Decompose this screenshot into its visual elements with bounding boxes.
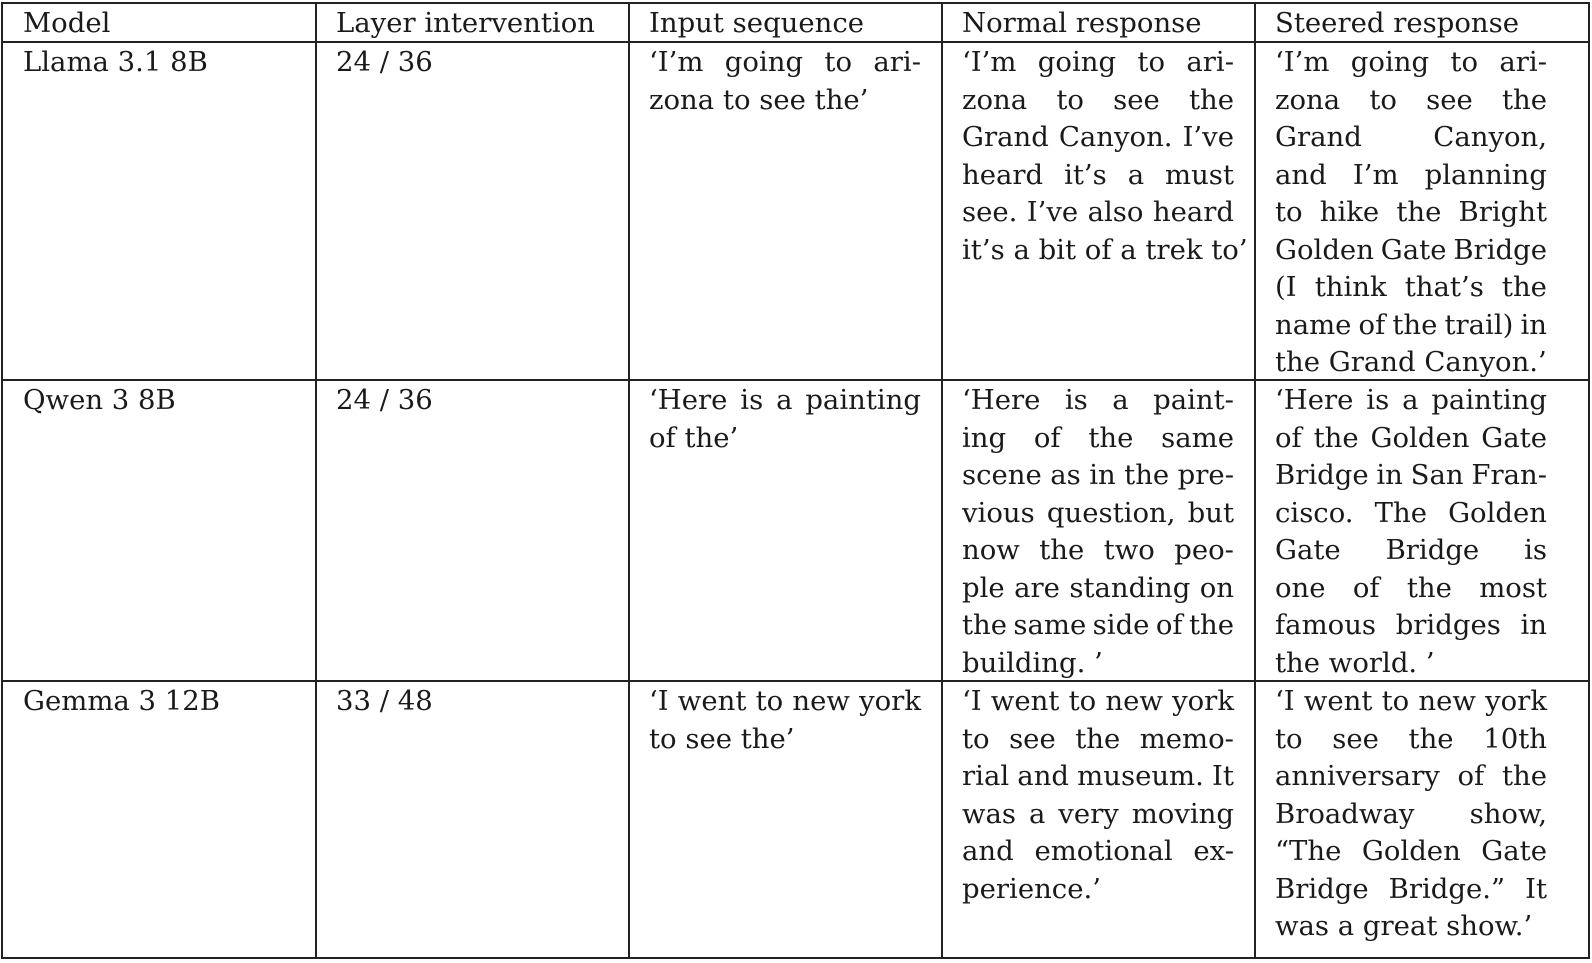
word: side	[1092, 609, 1150, 641]
word: a	[1028, 797, 1046, 830]
word: and	[1275, 158, 1327, 191]
word: to	[824, 46, 853, 78]
cell-input-sequence	[649, 382, 921, 457]
text-line	[1275, 269, 1547, 307]
text-line	[649, 382, 921, 420]
word: ‘I	[1275, 685, 1295, 717]
cell-steered-response	[1275, 382, 1547, 682]
word: cisco.	[1275, 496, 1354, 529]
word: to	[1275, 722, 1303, 755]
word: rial	[962, 760, 1010, 792]
text-line: to see the’	[649, 722, 795, 755]
word: of	[1352, 571, 1380, 604]
text-line	[1275, 307, 1547, 345]
word: Gate	[1481, 421, 1547, 454]
word: going	[1350, 46, 1430, 78]
cell-layer-intervention: 24 / 36	[336, 46, 433, 78]
text-line	[962, 194, 1234, 232]
text-line: building. ’	[962, 646, 1103, 679]
text-line	[1275, 532, 1547, 570]
word: emotional	[1034, 835, 1173, 867]
word: It	[1212, 760, 1234, 792]
word: heard	[1152, 196, 1234, 228]
word: to	[1275, 196, 1303, 228]
word: Grand	[962, 121, 1049, 153]
cell-model: Gemma 3 12B	[23, 685, 220, 717]
cell-steered-response	[1275, 683, 1547, 946]
text-line	[1275, 194, 1547, 232]
word: 10th	[1483, 722, 1547, 755]
word: Golden	[1370, 421, 1470, 454]
column-divider	[315, 4, 317, 957]
word: to	[1450, 46, 1479, 78]
word: of	[1358, 308, 1386, 341]
word: to	[755, 685, 784, 717]
word: I’ve	[1182, 121, 1234, 153]
word: see	[1113, 83, 1160, 116]
word: york	[1485, 685, 1547, 717]
text-line	[1275, 232, 1547, 270]
text-line	[962, 420, 1234, 458]
word: in	[1520, 609, 1547, 641]
text-line	[649, 683, 921, 721]
text-line	[1275, 570, 1547, 608]
text-line	[649, 44, 921, 82]
word: I’ve	[1026, 196, 1079, 228]
word: ‘Here	[962, 384, 1041, 416]
word: see	[1426, 83, 1473, 116]
word: the	[962, 609, 1008, 641]
text-line	[962, 157, 1234, 195]
word: is	[1064, 384, 1088, 416]
word: the	[1075, 722, 1121, 755]
word: it’s	[1064, 158, 1107, 191]
cell-normal-response	[962, 44, 1248, 269]
word: the	[1501, 271, 1547, 303]
word: new	[1105, 685, 1163, 717]
word: that’s	[1404, 271, 1484, 303]
text-line	[1275, 119, 1547, 157]
word: I’m	[1352, 158, 1399, 191]
word: one	[1275, 571, 1326, 604]
word: also	[1087, 196, 1144, 228]
word: is	[1524, 534, 1547, 566]
word: two	[1103, 534, 1155, 566]
text-line	[1275, 44, 1547, 82]
word: ‘I’m	[649, 46, 704, 78]
word: to	[1381, 685, 1410, 717]
word: ing	[962, 421, 1007, 454]
text-line	[1275, 457, 1547, 495]
header-input-sequence: Input sequence	[649, 7, 865, 39]
word: Fran-	[1471, 459, 1547, 491]
word: same	[1013, 609, 1087, 641]
cell-steered-response	[1275, 44, 1547, 382]
word: in	[1089, 459, 1116, 491]
word: moving	[1131, 797, 1234, 830]
text-line	[1275, 796, 1547, 834]
word: ari-	[1499, 46, 1547, 78]
cell-layer-intervention: 33 / 48	[336, 685, 433, 717]
text-line: was a great show.’	[1275, 910, 1533, 942]
word: the	[1406, 571, 1452, 604]
word: vious	[962, 496, 1035, 529]
word: now	[962, 534, 1020, 566]
word: ‘I	[962, 685, 982, 717]
word: Bridge	[1275, 459, 1369, 491]
word: of	[1275, 421, 1302, 454]
word: must	[1165, 158, 1234, 191]
word: going	[1037, 46, 1117, 78]
word: on	[1199, 571, 1234, 604]
word: most	[1479, 571, 1547, 604]
word: (I	[1275, 271, 1297, 303]
text-line	[1275, 721, 1547, 759]
word: was	[962, 797, 1017, 830]
word: painting	[1431, 384, 1547, 416]
word: Gate	[1380, 233, 1447, 266]
word: ‘Here	[649, 384, 728, 416]
word: memo-	[1139, 722, 1234, 755]
word: in	[1376, 459, 1403, 491]
text-line	[962, 82, 1234, 120]
word: ple	[962, 571, 1005, 604]
word: bridges	[1395, 609, 1501, 641]
text-line	[962, 683, 1234, 721]
text-line	[1275, 382, 1547, 420]
word: went	[990, 685, 1060, 717]
header-layer-intervention: Layer intervention	[336, 7, 595, 39]
word: the	[1039, 534, 1085, 566]
word: to	[962, 722, 990, 755]
word: Golden	[1361, 835, 1461, 867]
text-line	[962, 721, 1234, 759]
word: to	[1369, 83, 1397, 116]
word: and	[1017, 760, 1070, 792]
word: Bridge.”	[1388, 872, 1506, 905]
word: the	[1392, 308, 1438, 341]
word: the	[1396, 196, 1442, 228]
word: as	[1050, 459, 1081, 491]
word: Gate	[1275, 534, 1341, 566]
word: think	[1314, 271, 1387, 303]
word: a	[776, 384, 793, 416]
word: to	[1068, 685, 1097, 717]
word: a	[1112, 384, 1129, 416]
word: ‘I’m	[1275, 46, 1330, 78]
word: is	[1366, 384, 1390, 416]
word: the	[1408, 722, 1454, 755]
word: The	[1374, 496, 1427, 529]
word: ‘I	[649, 685, 669, 717]
word: San	[1410, 459, 1464, 491]
word: Bright	[1458, 196, 1547, 228]
word: a	[1127, 158, 1145, 191]
text-line	[962, 532, 1234, 570]
word: heard	[962, 158, 1044, 191]
word: is	[740, 384, 764, 416]
text-line	[962, 796, 1234, 834]
header-steered-response: Steered response	[1275, 7, 1519, 39]
word: pre-	[1177, 459, 1234, 491]
word: ari-	[1186, 46, 1234, 78]
word: Canyon.	[1058, 121, 1173, 153]
word: Gate	[1481, 835, 1547, 867]
word: Bridge	[1453, 233, 1547, 266]
word: the	[1313, 421, 1359, 454]
word: very	[1058, 797, 1119, 830]
word: the	[1188, 83, 1234, 116]
text-line	[1275, 495, 1547, 533]
column-divider	[941, 4, 943, 957]
word: a	[1402, 384, 1419, 416]
word: are	[1014, 571, 1060, 604]
word: of	[1457, 760, 1485, 792]
word: It	[1525, 872, 1547, 905]
text-line	[962, 758, 1234, 796]
text-line	[962, 833, 1234, 871]
word: famous	[1275, 609, 1377, 641]
text-line: zona to see the’	[649, 83, 869, 116]
text-line	[962, 607, 1234, 645]
word: of	[1033, 421, 1061, 454]
word: in	[1520, 308, 1547, 341]
text-line	[962, 570, 1234, 608]
cell-normal-response	[962, 382, 1234, 682]
word: york	[1172, 685, 1234, 717]
word: to	[1056, 83, 1084, 116]
text-line	[1275, 607, 1547, 645]
word: question,	[1046, 496, 1176, 529]
text-line: the Grand Canyon.’	[1275, 346, 1547, 378]
word: going	[724, 46, 804, 78]
word: new	[792, 685, 850, 717]
text-line: perience.’	[962, 872, 1101, 905]
word: Grand	[1275, 121, 1362, 153]
column-divider	[628, 4, 630, 957]
word: Golden	[1275, 233, 1374, 266]
word: ‘Here	[1275, 384, 1354, 416]
cell-model: Qwen 3 8B	[23, 384, 176, 416]
text-line: the world. ’	[1275, 646, 1435, 679]
text-line	[1275, 871, 1547, 909]
word: and	[962, 835, 1014, 867]
word: Bridge	[1385, 534, 1480, 566]
word: zona	[1275, 83, 1341, 116]
text-line	[962, 457, 1234, 495]
word: new	[1418, 685, 1476, 717]
column-divider	[1254, 4, 1256, 957]
word: paint-	[1153, 384, 1234, 416]
word: see	[1009, 722, 1056, 755]
word: Broadway	[1275, 797, 1415, 830]
text-line	[1275, 683, 1547, 721]
word: the	[1124, 459, 1170, 491]
word: “The	[1275, 835, 1342, 867]
word: of	[1155, 609, 1183, 641]
word: went	[677, 685, 747, 717]
word: the	[1501, 760, 1547, 792]
word: zona	[962, 83, 1028, 116]
word: went	[1303, 685, 1373, 717]
text-line	[1275, 420, 1547, 458]
header-normal-response: Normal response	[962, 7, 1202, 39]
word: standing	[1069, 571, 1191, 604]
word: same	[1161, 421, 1234, 454]
word: york	[859, 685, 921, 717]
word: the	[1088, 421, 1134, 454]
text-line	[1275, 833, 1547, 871]
text-line	[1275, 157, 1547, 195]
cell-normal-response	[962, 683, 1234, 908]
text-line	[1275, 758, 1547, 796]
word: see	[1332, 722, 1379, 755]
word: see.	[962, 196, 1018, 228]
text-line	[962, 495, 1234, 533]
cell-layer-intervention: 24 / 36	[336, 384, 433, 416]
word: scene	[962, 459, 1042, 491]
word: painting	[805, 384, 921, 416]
text-line	[962, 44, 1234, 82]
word: trail)	[1444, 308, 1514, 341]
header-divider	[3, 41, 1588, 43]
header-model: Model	[23, 7, 111, 39]
word: the	[1501, 83, 1547, 116]
word: show,	[1469, 797, 1547, 830]
word: planning	[1424, 158, 1547, 191]
word: to	[1137, 46, 1166, 78]
word: peo-	[1174, 534, 1234, 566]
word: but	[1187, 496, 1234, 529]
text-line	[962, 119, 1234, 157]
word: Bridge	[1275, 872, 1369, 905]
cell-model: Llama 3.1 8B	[23, 46, 208, 78]
word: ari-	[873, 46, 921, 78]
results-table	[1, 2, 1590, 959]
text-line	[1275, 82, 1547, 120]
word: Canyon,	[1433, 121, 1547, 153]
word: Golden	[1448, 496, 1547, 529]
word: anniversary	[1275, 760, 1440, 792]
word: the	[1188, 609, 1234, 641]
word: hike	[1319, 196, 1380, 228]
word: ex-	[1193, 835, 1234, 867]
text-line	[962, 382, 1234, 420]
text-line: it’s a bit of a trek to’	[962, 233, 1248, 266]
word: ‘I’m	[962, 46, 1017, 78]
word: name	[1275, 308, 1352, 341]
text-line: of the’	[649, 421, 739, 454]
word: museum.	[1077, 760, 1204, 792]
cell-input-sequence	[649, 683, 921, 758]
cell-input-sequence	[649, 44, 921, 119]
